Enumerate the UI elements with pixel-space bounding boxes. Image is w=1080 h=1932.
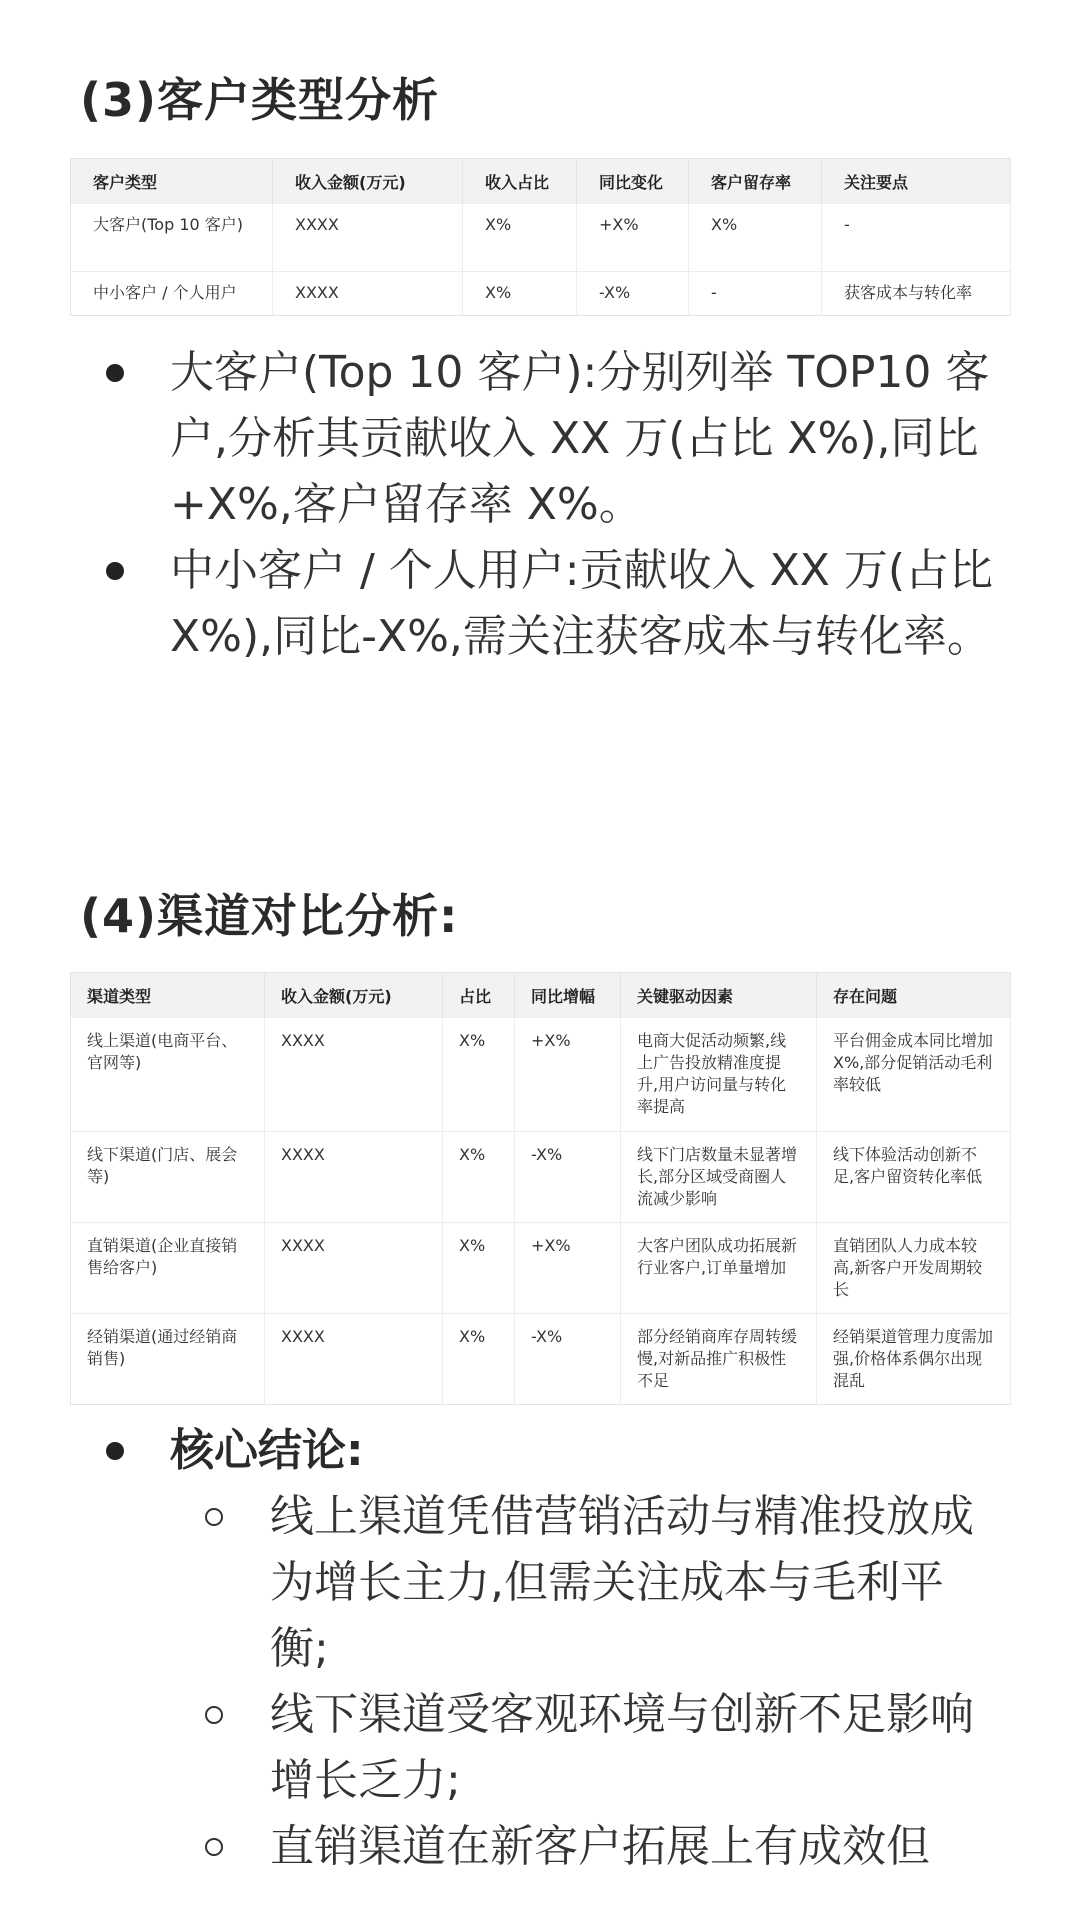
table-cell: X% bbox=[443, 1132, 515, 1223]
table-cell: 线上渠道(电商平台、官网等) bbox=[71, 1018, 265, 1132]
header-cell: 客户类型 bbox=[71, 159, 273, 204]
header-cell: 存在问题 bbox=[817, 973, 1011, 1018]
bullet-circle-icon bbox=[205, 1838, 223, 1856]
list-item bbox=[0, 1418, 1020, 1484]
table-cell: 线下体验活动创新不足,客户留资转化率低 bbox=[817, 1132, 1011, 1223]
table-cell: 线下渠道(门店、展会等) bbox=[71, 1132, 265, 1223]
list-item bbox=[0, 340, 1020, 538]
table-row bbox=[71, 272, 1011, 316]
table-cell: X% bbox=[443, 1314, 515, 1405]
sub-bullet-text: 线下渠道受客观环境与创新不足影响增长乏力; bbox=[270, 1689, 974, 1806]
table-cell: XXXX bbox=[273, 204, 463, 272]
list-item bbox=[0, 538, 1020, 670]
table-cell: 大客户(Top 10 客户) bbox=[71, 204, 273, 272]
table-cell: X% bbox=[463, 204, 577, 272]
customer-type-table bbox=[70, 158, 1011, 316]
table-row bbox=[71, 1314, 1011, 1405]
table-cell: X% bbox=[463, 272, 577, 316]
list-item bbox=[0, 1484, 1000, 1682]
table-cell: +X% bbox=[515, 1018, 621, 1132]
header-cell: 渠道类型 bbox=[71, 973, 265, 1018]
table-cell: - bbox=[689, 272, 822, 316]
table-cell: -X% bbox=[577, 272, 689, 316]
header-cell: 同比增幅 bbox=[515, 973, 621, 1018]
header-cell: 同比变化 bbox=[577, 159, 689, 204]
core-conclusion-title: 核心结论: bbox=[170, 1425, 364, 1476]
table-cell: +X% bbox=[515, 1223, 621, 1314]
table-cell: 中小客户 / 个人用户 bbox=[71, 272, 273, 316]
bullet-dot-icon bbox=[106, 562, 124, 580]
bullet-circle-icon bbox=[205, 1508, 223, 1526]
header-cell: 客户留存率 bbox=[689, 159, 822, 204]
table-cell: 电商大促活动频繁,线上广告投放精准度提升,用户访问量与转化率提高 bbox=[621, 1018, 817, 1132]
bullet-text: 中小客户 / 个人用户:贡献收入 XX 万(占比 X%),同比-X%,需关注获客成本与转化率。 bbox=[170, 545, 994, 662]
list-item bbox=[0, 1814, 1000, 1880]
header-cell: 收入金额(万元) bbox=[273, 159, 463, 204]
table-row bbox=[71, 204, 1011, 272]
table-cell: XXXX bbox=[265, 1018, 443, 1132]
table-row bbox=[71, 1132, 1011, 1223]
table-cell: 经销渠道管理力度需加强,价格体系偶尔出现混乱 bbox=[817, 1314, 1011, 1405]
table-cell: 直销团队人力成本较高,新客户开发周期较长 bbox=[817, 1223, 1011, 1314]
section-4-title: (4)渠道对比分析: bbox=[80, 889, 459, 943]
table-cell: X% bbox=[689, 204, 822, 272]
table-cell: 获客成本与转化率 bbox=[822, 272, 1011, 316]
bullet-circle-icon bbox=[205, 1706, 223, 1724]
table-cell: 经销渠道(通过经销商销售) bbox=[71, 1314, 265, 1405]
section-3-title: (3)客户类型分析 bbox=[80, 73, 440, 127]
table-row bbox=[71, 1223, 1011, 1314]
table-cell: 直销渠道(企业直接销售给客户) bbox=[71, 1223, 265, 1314]
bullet-dot-icon bbox=[106, 364, 124, 382]
table-cell: 大客户团队成功拓展新行业客户,订单量增加 bbox=[621, 1223, 817, 1314]
sub-bullet-text: 直销渠道在新客户拓展上有成效但 bbox=[270, 1821, 930, 1872]
list-item bbox=[0, 1682, 1000, 1814]
table-cell: - bbox=[822, 204, 1011, 272]
table-header-row bbox=[71, 159, 1011, 204]
table-cell: -X% bbox=[515, 1132, 621, 1223]
bullet-text: 大客户(Top 10 客户):分别列举 TOP10 客户,分析其贡献收入 XX 万(占比 X%),同比 +X%,客户留存率 X%。 bbox=[170, 347, 990, 530]
table-cell: X% bbox=[443, 1223, 515, 1314]
table-cell: 线下门店数量未显著增长,部分区域受商圈人流减少影响 bbox=[621, 1132, 817, 1223]
channel-comparison-table bbox=[70, 972, 1011, 1405]
sub-bullet-text: 线上渠道凭借营销活动与精准投放成为增长主力,但需关注成本与毛利平衡; bbox=[270, 1491, 974, 1674]
bullet-dot-icon bbox=[106, 1442, 124, 1460]
core-conclusion-list bbox=[0, 1418, 1080, 1880]
table-row bbox=[71, 1018, 1011, 1132]
table-cell: XXXX bbox=[273, 272, 463, 316]
table-cell: X% bbox=[443, 1018, 515, 1132]
table-cell: XXXX bbox=[265, 1132, 443, 1223]
table-cell: -X% bbox=[515, 1314, 621, 1405]
header-cell: 关键驱动因素 bbox=[621, 973, 817, 1018]
table-cell: XXXX bbox=[265, 1314, 443, 1405]
table-cell: 平台佣金成本同比增加 X%,部分促销活动毛利率较低 bbox=[817, 1018, 1011, 1132]
header-cell: 占比 bbox=[443, 973, 515, 1018]
table-cell: XXXX bbox=[265, 1223, 443, 1314]
customer-bullet-list bbox=[0, 340, 1080, 670]
table-cell: +X% bbox=[577, 204, 689, 272]
table-cell: 部分经销商库存周转缓慢,对新品推广积极性不足 bbox=[621, 1314, 817, 1405]
header-cell: 关注要点 bbox=[822, 159, 1011, 204]
header-cell: 收入金额(万元) bbox=[265, 973, 443, 1018]
header-cell: 收入占比 bbox=[463, 159, 577, 204]
table-header-row bbox=[71, 973, 1011, 1018]
